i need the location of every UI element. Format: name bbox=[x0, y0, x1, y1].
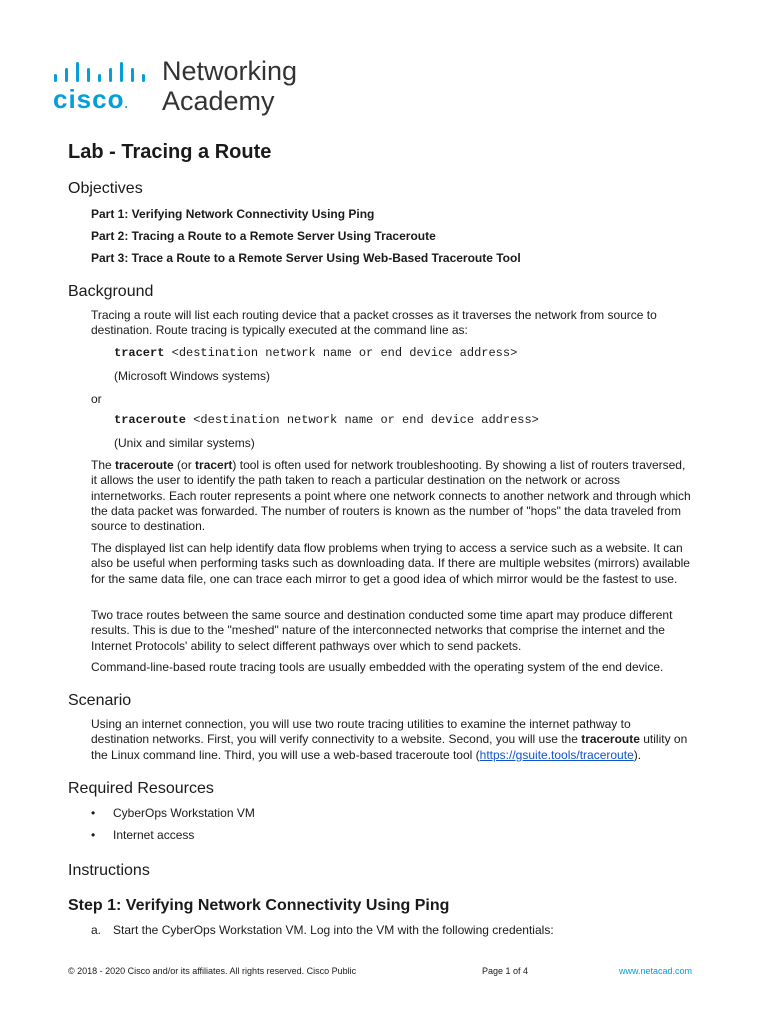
background-paragraph-4: Two trace routes between the same source and destination conducted some time apart may produce different results. This is due to the "meshed" nature of the interconnected networks that comprise the internet and the Internet Protocols' ability to select different pathways over which to send packets. bbox=[91, 608, 673, 653]
objectives-heading: Objectives bbox=[68, 180, 143, 197]
tracert-command: tracert <destination network name or end device address> bbox=[114, 346, 518, 360]
document-page: cisco. Networking Academy Lab - Tracing a Route Objectives Part 1: Verifying Network Connectivity Using Ping Part 2: Tracing a Route to a Remote Server Using Traceroute Part 3: Trace a Route to a Remote Server Using Web-Based Traceroute Tool Background Tracing a route will list each routing device that a packet crosses as it traverses the network from source to destination. Route tracing is typically executed at the command line as: tracert <destination network name or end device address> (Microsoft Windows systems) or traceroute <destination network name or end device address> (Unix and similar systems) The traceroute (or tracert) tool is often used for network troubleshooting. By showing a list of routers traversed, it allows the user to identify the path taken to reach a particular destination on the network or across internetworks. Each router represents a point where one network connects to another network and through which the data packet was forwarded. The number of routers is known as the number of "hops" the data traveled from source to destination. The displayed list can help identify data flow problems when trying to access a service such as a website. It can also be useful when performing tasks such as downloading data. If there are multiple websites (mirrors) available for the same data file, one can trace each mirror to get a good idea of which mirror would be the fastest to use. Two trace routes between the same source and destination conducted some time apart may produce different results. This is due to the "meshed" nature of the interconnected networks that comprise the internet and the Internet Protocols' ability to select different pathways over which to send packets. Command-line-based route tracing tools are usually embedded with the operating system of the end device. Scenario Using an internet connection, you will use two route tracing utilities to examine the internet pathway to destination networks. First, you will verify connectivity to a website. Second, you will use the traceroute utility on the Linux command line. Third, you will use a web-based traceroute tool (https://gsuite.tools/traceroute). Required Resources • CyberOps Workstation VM • Internet access Instructions Step 1: Verifying Network Connectivity Using Ping a. Start the CyberOps Workstation VM. Log into the VM with the following credentials: © 2018 - 2020 Cisco and/or its affiliates. All rights reserved. Cisco Public Page 1 of 4 www.netacad.com bbox=[53, 56, 693, 976]
step-1-heading: Step 1: Verifying Network Connectivity Using Ping bbox=[68, 897, 450, 914]
objective-item: Part 3: Trace a Route to a Remote Server Using Web-Based Traceroute Tool bbox=[91, 251, 521, 265]
objective-item: Part 2: Tracing a Route to a Remote Server Using Traceroute bbox=[91, 229, 436, 243]
gsuite-traceroute-link[interactable]: https://gsuite.tools/traceroute bbox=[479, 747, 634, 762]
background-paragraph-2: The traceroute (or tracert) tool is often used for network troubleshooting. By showing a list of routers traversed, it allows the user to identify the path taken to reach a particular destination on the network or across internetworks. Each router represents a point where one network connects to another network and through which the data packet was forwarded. The number of routers is known as the number of "hops" the data traveled from source to destination. bbox=[91, 458, 691, 534]
scenario-paragraph: Using an internet connection, you will use two route tracing utilities to examine the internet pathway to destination networks. First, you will verify connectivity to a website. Second, you will use the traceroute utility on the Linux command line. Third, you will use a web-based traceroute tool (https://gsuite.tools/traceroute). bbox=[91, 717, 688, 762]
bullet-icon: • bbox=[91, 806, 96, 820]
cisco-wordmark: cisco. bbox=[53, 84, 129, 114]
background-paragraph-1: Tracing a route will list each routing device that a packet crosses as it traverses the network from source to destination. Route tracing is typically executed at the command line as: bbox=[91, 308, 657, 338]
windows-note: (Microsoft Windows systems) bbox=[114, 369, 271, 383]
background-paragraph-3: The displayed list can help identify data flow problems when trying to access a service such as a website. It can also be useful when performing tasks such as downloading data. If there are multiple websites (mirrors) available for the same data file, one can trace each mirror to get a good idea of which mirror would be the fastest to use. bbox=[91, 541, 690, 586]
logo-academy-text: Academy bbox=[162, 86, 275, 116]
logo-networking-text: Networking bbox=[162, 56, 298, 86]
or-text: or bbox=[91, 392, 102, 406]
footer-page-number: Page 1 of 4 bbox=[482, 966, 529, 976]
footer-copyright: © 2018 - 2020 Cisco and/or its affiliates. All rights reserved. Cisco Public bbox=[68, 966, 357, 976]
traceroute-command: traceroute <destination network name or end device address> bbox=[114, 413, 539, 427]
background-heading: Background bbox=[68, 283, 154, 300]
unix-note: (Unix and similar systems) bbox=[114, 436, 255, 450]
cisco-networking-academy-logo bbox=[52, 56, 312, 118]
objective-item: Part 1: Verifying Network Connectivity Using Ping bbox=[91, 207, 375, 221]
bullet-icon: • bbox=[91, 828, 96, 842]
page-title: Lab - Tracing a Route bbox=[68, 141, 272, 163]
cisco-bars-icon bbox=[52, 62, 152, 86]
background-paragraph-5: Command-line-based route tracing tools are usually embedded with the operating system of the end device. bbox=[91, 660, 664, 674]
footer-url[interactable]: www.netacad.com bbox=[619, 966, 693, 976]
scenario-heading: Scenario bbox=[68, 692, 132, 709]
instructions-heading: Instructions bbox=[68, 862, 150, 879]
required-resources-heading: Required Resources bbox=[68, 780, 214, 797]
